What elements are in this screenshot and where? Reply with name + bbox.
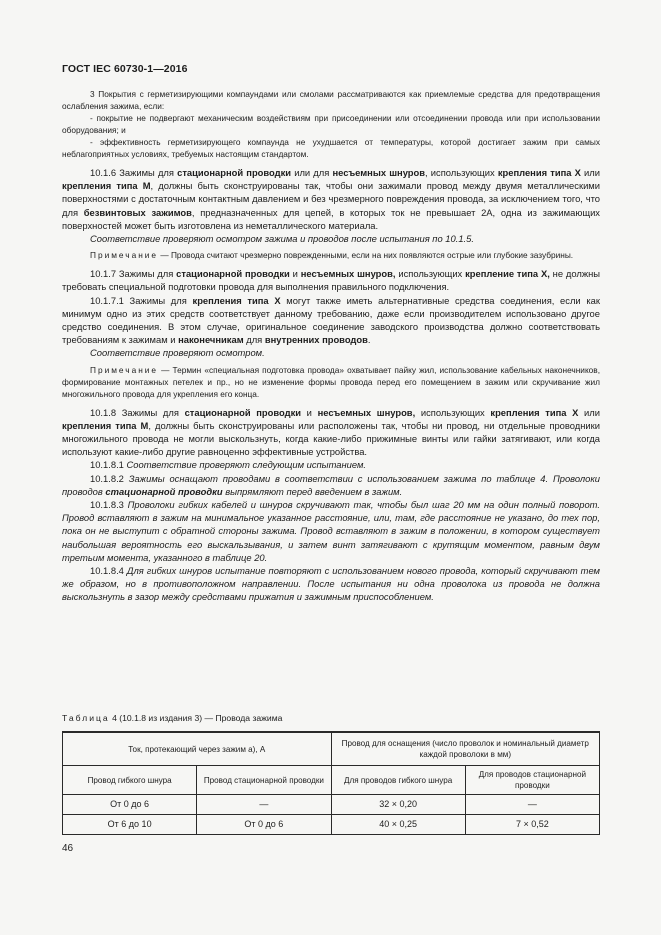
table-cell: — [465, 795, 599, 815]
page-number: 46 [62, 843, 74, 854]
header-wire: Провод для оснащения (число проволок и номинальный диаметр каждой проволоки в мм) [331, 732, 600, 766]
compliance-10-1-6: Соответствие проверяют осмотром зажима и проводов после испытания по 10.1.5. [90, 233, 474, 245]
table-header-row [63, 732, 600, 766]
clause-10-1-8-3: 10.1.8.3 Проволоки гибких кабелей и шнуров скручивают так, чтобы был шаг 20 мм на один полный поворот. Провод вставляют в зажим на минимальное указанное расстояние, или, там, где расстояние не указано, до тех пор, пока он не выступит с обратной стороны зажима. Провод вставляют в зажим в положении, в котором существует наибольшая вероятность его выскальзывания, и затем винт затягивают с крутящим моментом, равным двум третьим момента, указанного в таблице 20. [62, 499, 600, 563]
table-row [63, 815, 600, 835]
table-cell: 7 × 0,52 [465, 815, 599, 835]
wires-table [62, 731, 600, 835]
body-text [62, 88, 600, 604]
subheader-cell: Провод стационарной проводки [197, 766, 331, 795]
clause-10-1-6: 10.1.6 Зажимы для стационарной проводки или для несъемных шнуров, использующих крепления типа X или крепления типа М, должны быть сконструированы так, чтобы они зажимали провод между двумя металлическими поверхностями с достаточным контактным давлением и без чрезмерного повреждения провода, за исключением того, что для безвинтовых зажимов, предназначенных для цепей, в которых ток не превышает 2А, одна из зажимающих поверхностей может быть изготовлена из неметаллического материала. [62, 167, 600, 231]
subheader-cell: Провод гибкого шнура [63, 766, 197, 795]
subheader-cell: Для проводов гибкого шнура [331, 766, 465, 795]
table-cell: От 6 до 10 [63, 815, 197, 835]
note-2: Примечание — Термин «специальная подготовка провода» охватывает пайку жил, использование кабельных наконечников, формирование монтажных петелек и пр., но не изменение формы провода перед его помещением в зажим или скручивание жил многожильного провода для укрепления его конца. [62, 364, 600, 399]
table-caption: Таблица 4 (10.1.8 из издания 3) — Провода зажима [62, 713, 283, 723]
table-cell: 32 × 0,20 [331, 795, 465, 815]
compliance-10-1-7-1: Соответствие проверяют осмотром. [90, 347, 265, 359]
clause-10-1-8-2: 10.1.8.2 Зажимы оснащают проводами в соответствии с использованием зажима по таблице 4. Проволоки проводов стационарной проводки выпрямляют перед введением в зажим. [62, 472, 600, 497]
clause-10-1-8: 10.1.8 Зажимы для стационарной проводки и несъемных шнуров, использующих крепления типа X или крепления типа М, должны быть сконструированы или расположены так, чтобы ни провод, ни отдельные проводники многожильного провода не могли выскользнуть, когда какие-либо прижимные винты или гайки затягивают, или когда используют какие-либо другие равноценно эффективные устройства. [62, 406, 600, 458]
note-1: Примечание — Провода считают чрезмерно поврежденными, если на них появляются острые или глубокие зазубрины. [90, 250, 574, 261]
table-subheader-row [63, 766, 600, 795]
table-cell: От 0 до 6 [197, 815, 331, 835]
clause-10-1-7-1: 10.1.7.1 Зажимы для крепления типа X могут также иметь альтернативные средства соединения, если как минимум одно из этих средств соответствует данному требованию, даже если производителем использовано другое средство соединения. В этом случае, оригинальное соединение заводского производства должно соответствовать требованиям к зажимам и наконечникам для внутренних проводов. [62, 294, 600, 346]
table-cell: От 0 до 6 [63, 795, 197, 815]
clause-10-1-8-1: 10.1.8.1 Соответствие проверяют следующим испытанием. [90, 459, 367, 471]
clause-10-1-7: 10.1.7 Зажимы для стационарной проводки и несъемных шнуров, использующих крепление типа X, не должны требовать специальной подготовки провода для выполнения правильного подключения. [62, 268, 601, 293]
paragraph-coating: 3 Покрытия с герметизирующими компаундами или смолами рассматриваются как приемлемые средства для предотвращения ослабления зажима, если: [62, 89, 600, 111]
page-header: ГОСТ IEC 60730-1—2016 [62, 63, 188, 75]
paragraph-coating-item-2: - эффективность герметизирующего компаунда не ухудшается от температуры, которой достигает зажим при самых неблагоприятных условиях, требуемых настоящим стандартом. [62, 137, 600, 159]
table-cell: — [197, 795, 331, 815]
table-row [63, 795, 600, 815]
table-cell: 40 × 0,25 [331, 815, 465, 835]
header-current: Ток, протекающий через зажим а), А [63, 732, 332, 766]
clause-10-1-8-4: 10.1.8.4 Для гибких шнуров испытание повторяют с использованием нового провода, который скручивают тем же образом, но в противоположном направлении. После испытания ни одна проволока из провода не должна выскользнуть в зазор между средствами прижатия и зажимным приспособлением. [62, 565, 600, 603]
paragraph-coating-item-1: - покрытие не подвергают механическим воздействиям при присоединении или отсоединении провода или при использовании оборудования; и [62, 113, 600, 135]
subheader-cell: Для проводов стационарной проводки [465, 766, 599, 795]
